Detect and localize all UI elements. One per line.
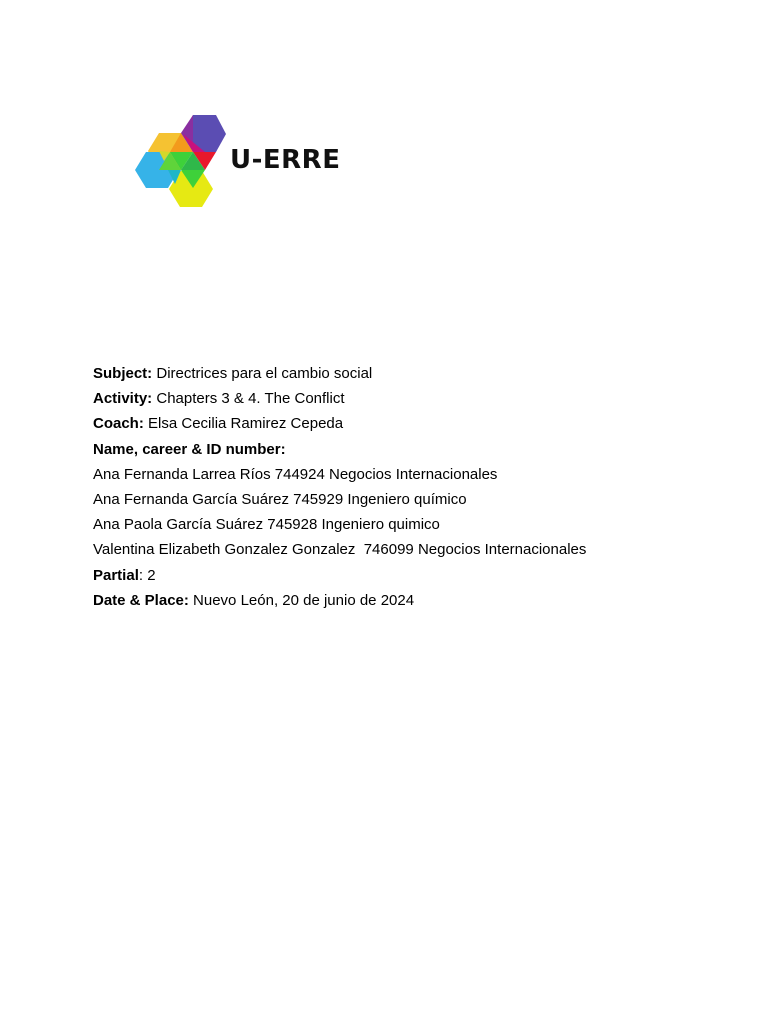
- logo-wordmark: U-ERRE: [230, 145, 341, 175]
- date-place-line: [93, 588, 733, 613]
- partial-label: Partial: [93, 566, 139, 584]
- names-heading-line: [93, 437, 733, 462]
- activity-label: Activity:: [93, 390, 153, 408]
- subject-value: Directrices para el cambio social: [152, 365, 373, 382]
- member-line: Ana Paola García Suárez 745928 Ingeniero quimico: [93, 516, 440, 534]
- member-line: Ana Fernanda García Suárez 745929 Ingeniero químico: [93, 491, 467, 509]
- subject-line: [93, 361, 733, 386]
- activity-line: [93, 386, 733, 411]
- document-info-block: [93, 361, 733, 613]
- u-erre-logo: [135, 114, 350, 210]
- coach-label: Coach:: [93, 415, 144, 433]
- member-line: Valentina Elizabeth Gonzalez Gonzalez 746099 Negocios Internacionales: [93, 541, 587, 559]
- date-place-value: Nuevo León, 20 de junio de 2024: [188, 591, 415, 609]
- date-place-label: Date & Place:: [93, 591, 189, 609]
- hexagon-cluster-logo-icon: [135, 114, 227, 208]
- coach-value: Elsa Cecilia Ramirez Cepeda: [143, 415, 344, 433]
- activity-value: Chapters 3 & 4. The Conflict: [152, 390, 345, 408]
- partial-value: : 2: [138, 566, 156, 584]
- coach-line: [93, 411, 733, 436]
- names-label: Name, career & ID number:: [93, 440, 286, 458]
- subject-label: Subject:: [93, 365, 153, 382]
- partial-line: [93, 563, 733, 588]
- member-line: Ana Fernanda Larrea Ríos 744924 Negocios Internacionales: [93, 465, 498, 483]
